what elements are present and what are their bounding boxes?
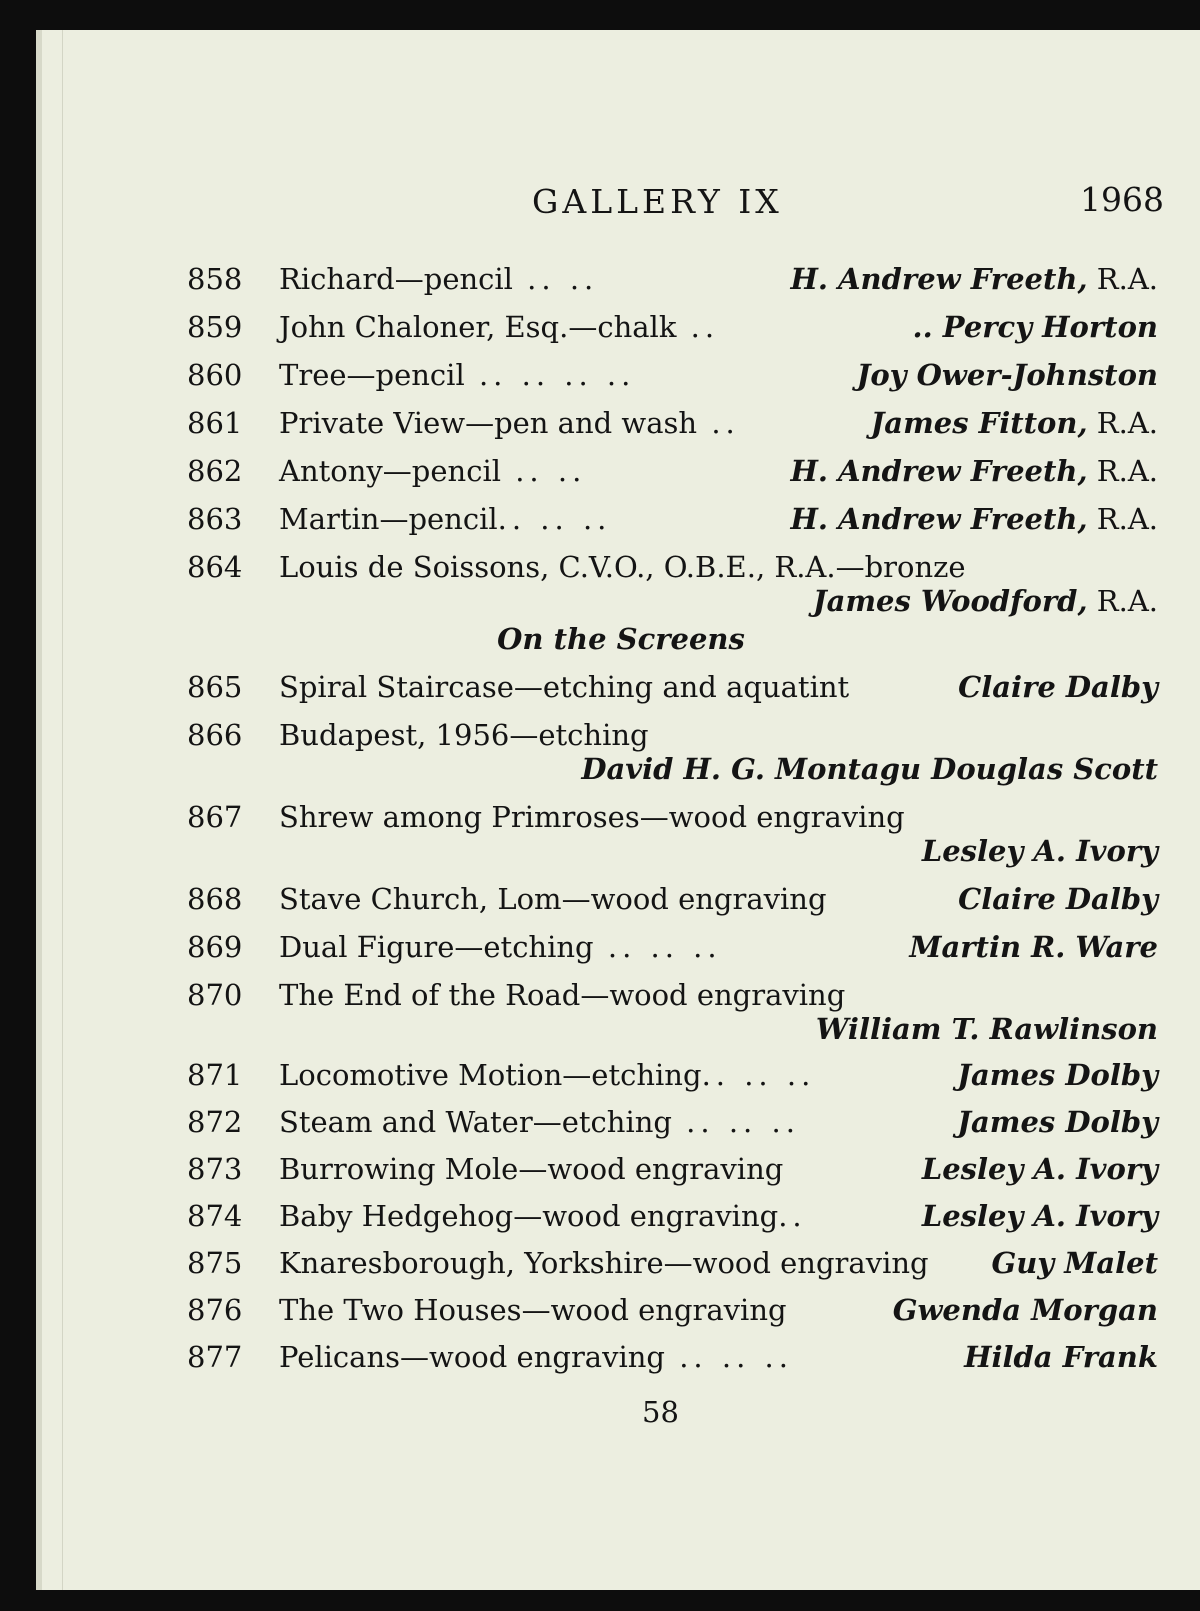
artwork-medium: —etching: [454, 930, 594, 964]
leader-dots: .. .. ..: [671, 1105, 800, 1139]
artwork-medium: —pencil: [382, 454, 501, 488]
catalogue-entry-874: [42, 1199, 1200, 1247]
artwork-title: John Chaloner, Esq.: [279, 310, 569, 344]
artist-italic: Hilda Frank: [964, 1340, 1158, 1374]
artwork-medium: —chalk: [568, 310, 677, 344]
artwork-medium: —wood engraving: [580, 978, 846, 1012]
artwork-medium: —etching: [562, 1058, 702, 1092]
artist-name: [922, 1152, 1158, 1186]
section-heading: On the Screens: [497, 622, 745, 656]
catalogue-entry-875: [42, 1246, 1200, 1294]
artwork-medium: —etching: [532, 1105, 672, 1139]
entry-list-bottom: [42, 30, 1200, 1590]
catalogue-entry-872: [42, 1105, 1200, 1153]
entry-number: 871: [187, 1058, 243, 1092]
artist-italic: James Fitton,: [870, 406, 1088, 440]
artist-italic: Claire Dalby: [958, 670, 1158, 704]
catalogue-page: [36, 30, 1200, 1590]
entry-number: 870: [187, 978, 243, 1012]
entry-number: 865: [187, 670, 243, 704]
artist-italic: H. Andrew Freeth,: [790, 454, 1088, 488]
entry-title: [279, 1105, 800, 1139]
artist-italic: Joy Ower-Johnston: [856, 358, 1158, 392]
catalogue-entry-871: [42, 1058, 1200, 1106]
artist-italic: William T. Rawlinson: [815, 1012, 1158, 1046]
entry-number: 874: [187, 1199, 243, 1233]
artist-suffix: R.A.: [1087, 406, 1158, 440]
artwork-medium: —pen and wash: [465, 406, 698, 440]
entry-number: 863: [187, 502, 243, 536]
artwork-medium: —wood engraving: [561, 882, 827, 916]
artwork-medium: —pencil: [394, 262, 513, 296]
entry-number: 860: [187, 358, 243, 392]
entry-number: 869: [187, 930, 243, 964]
catalogue-year: 1968: [1080, 180, 1164, 219]
artist-italic: Lesley A. Ivory: [921, 834, 1158, 868]
leader-dots: .. .. .. ..: [464, 358, 636, 392]
entry-title: [279, 1199, 807, 1233]
entry-title: [279, 1152, 783, 1186]
artwork-title: Baby Hedgehog: [279, 1199, 514, 1233]
leader-dots: ..: [697, 406, 740, 440]
artist-italic: Lesley A. Ivory: [921, 1152, 1158, 1186]
artwork-title: The End of the Road: [279, 978, 581, 1012]
artwork-medium: —etching: [509, 718, 649, 752]
leader-dots: .. ..: [512, 262, 599, 296]
artist-name: [893, 1293, 1158, 1327]
artwork-medium: —wood engraving: [639, 800, 905, 834]
artwork-title: The Two Houses: [279, 1293, 522, 1327]
entry-number: 873: [187, 1152, 243, 1186]
artwork-title: Tree: [279, 358, 347, 392]
catalogue-entry-877: [42, 1340, 1200, 1388]
artwork-medium: —pencil: [379, 502, 498, 536]
entry-title: [279, 1293, 787, 1327]
gallery-title: GALLERY IX: [532, 182, 783, 221]
leader-dots: .. .. ..: [497, 502, 612, 536]
artwork-medium: —wood engraving: [663, 1246, 929, 1280]
artist-italic: H. Andrew Freeth,: [790, 262, 1088, 296]
artist-italic: David H. G. Montagu Douglas Scott: [581, 752, 1158, 786]
leader-dots: .. .. ..: [593, 930, 722, 964]
artwork-title: Dual Figure: [279, 930, 455, 964]
artwork-medium: —wood engraving: [400, 1340, 665, 1374]
entry-number: 867: [187, 800, 243, 834]
leader-dots: .. ..: [501, 454, 587, 488]
artist-suffix: R.A.: [1087, 584, 1158, 618]
artist-italic: James Dolby: [957, 1058, 1158, 1092]
entry-number: 868: [187, 882, 243, 916]
leader-dots: .. .. ..: [701, 1058, 816, 1092]
entry-number: 859: [187, 310, 243, 344]
artwork-title: Private View: [279, 406, 466, 440]
artist-italic: H. Andrew Freeth,: [790, 502, 1088, 536]
artwork-medium: —bronze: [835, 550, 966, 584]
entry-number: 864: [187, 550, 243, 584]
artwork-title: Stave Church, Lom: [279, 882, 562, 916]
entry-number: 872: [187, 1105, 243, 1139]
artwork-title: Budapest, 1956: [279, 718, 510, 752]
artist-italic: .. Percy Horton: [912, 310, 1158, 344]
artist-italic: James Dolby: [957, 1105, 1158, 1139]
entry-title: [279, 1058, 815, 1092]
leader-dots: ..: [778, 1199, 807, 1233]
entry-number: 875: [187, 1246, 243, 1280]
artwork-title: Shrew among Primroses: [279, 800, 640, 834]
artist-italic: James Woodford,: [812, 584, 1088, 618]
artist-suffix: R.A.: [1087, 262, 1158, 296]
entry-number: 861: [187, 406, 243, 440]
artist-name: [922, 1199, 1158, 1233]
entry-number: 877: [187, 1340, 243, 1374]
entry-title: [279, 1340, 793, 1374]
artwork-medium: —etching and aquatint: [513, 670, 850, 704]
page-number: 58: [642, 1395, 679, 1429]
artwork-medium: —wood engraving: [521, 1293, 787, 1327]
entry-number: 858: [187, 262, 243, 296]
entry-number: 876: [187, 1293, 243, 1327]
artist-name: [964, 1340, 1158, 1374]
artist-name: [957, 1105, 1158, 1139]
catalogue-entry-873: [42, 1152, 1200, 1200]
artwork-title: Locomotive Motion: [279, 1058, 563, 1092]
artist-italic: Gwenda Morgan: [892, 1293, 1158, 1327]
leader-dots: .. .. ..: [665, 1340, 793, 1374]
artwork-medium: —pencil: [346, 358, 465, 392]
artwork-title: Richard: [279, 262, 395, 296]
artist-suffix: R.A.: [1087, 454, 1158, 488]
leader-dots: ..: [676, 310, 720, 344]
artwork-title: Spiral Staircase: [279, 670, 514, 704]
artist-italic: Lesley A. Ivory: [921, 1199, 1158, 1233]
artwork-medium: —wood engraving: [513, 1199, 779, 1233]
artwork-title: Knaresborough, Yorkshire: [279, 1246, 664, 1280]
artwork-title: Pelicans: [279, 1340, 401, 1374]
artist-italic: Claire Dalby: [958, 882, 1158, 916]
artwork-title: Antony: [279, 454, 383, 488]
artwork-medium: —wood engraving: [518, 1152, 784, 1186]
artwork-title: Burrowing Mole: [279, 1152, 519, 1186]
artist-name: [957, 1058, 1158, 1092]
entry-number: 866: [187, 718, 243, 752]
catalogue-entry-876: [42, 1293, 1200, 1341]
entry-title: [279, 1246, 929, 1280]
artist-italic: Guy Malet: [991, 1246, 1158, 1280]
artist-italic: Martin R. Ware: [909, 930, 1158, 964]
artwork-title: Louis de Soissons, C.V.O., O.B.E., R.A.: [279, 550, 836, 584]
artist-suffix: R.A.: [1087, 502, 1158, 536]
artwork-title: Martin: [279, 502, 380, 536]
artwork-title: Steam and Water: [279, 1105, 533, 1139]
entry-number: 862: [187, 454, 243, 488]
artist-name: [991, 1246, 1158, 1280]
